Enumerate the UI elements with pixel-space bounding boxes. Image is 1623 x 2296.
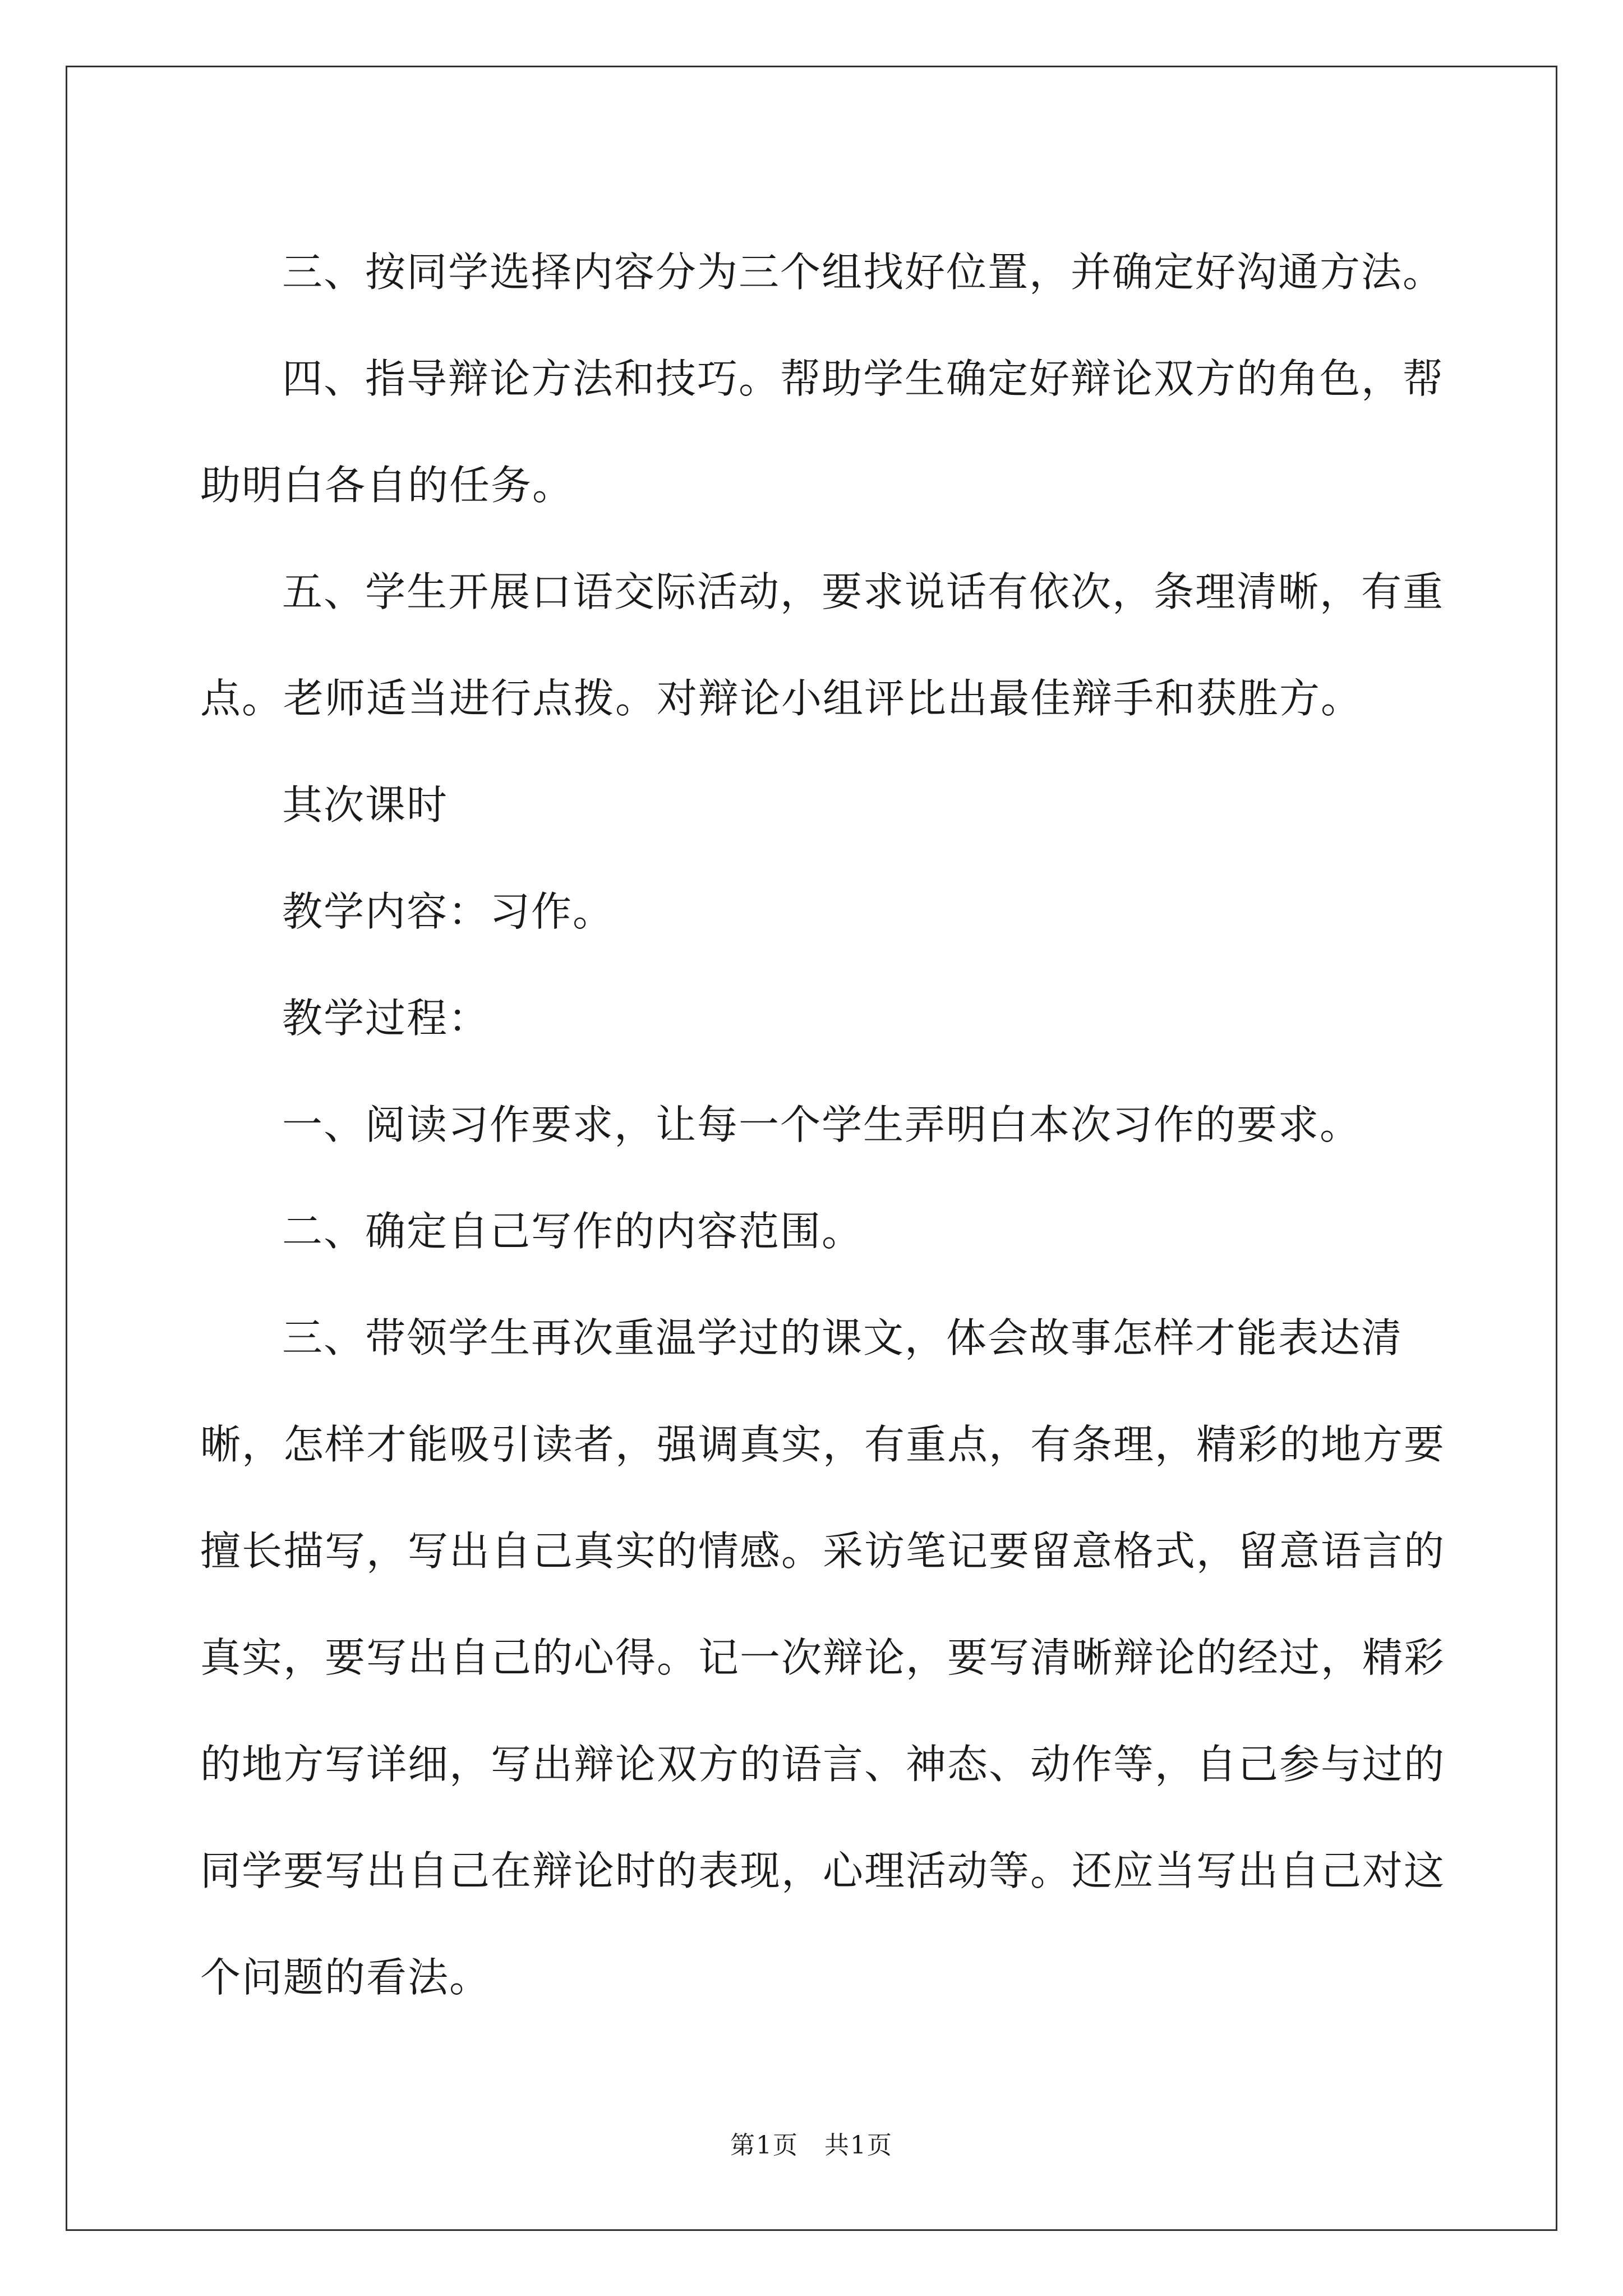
paragraph-step-two-scope: 二、确定自己写作的内容范围。	[282, 1208, 864, 1255]
document-body	[200, 219, 1456, 2031]
page-number-footer: 第1页 共1页	[730, 2131, 893, 2160]
section-heading-second-lesson: 其次课时	[282, 781, 449, 829]
paragraph-step-one-reading: 一、阅读习作要求，让每一个学生弄明白本次习作的要求。	[282, 1101, 1362, 1148]
paragraph-step-four-debate-guidance: 四、指导辩论方法和技巧。帮助学生确定好辩论双方的角色，帮助明白各自的任务。	[200, 355, 1445, 509]
paragraph-step-three-review: 三、带领学生再次重温学过的课文，体会故事怎样才能表达清晰，怎样才能吸引读者，强调真实，有重点，有条理，精彩的地方要擅长描写，写出自己真实的情感。采访笔记要留意格式，留意语言的真实，要写出自己的心得。记一次辩论，要写清晰辩论的经过，精彩的地方写详细，写出辩论双方的语言、神态、动作等，自己参与过的同学要写出自己在辩论时的表现，心理活动等。还应当写出自己对这个问题的看法。	[200, 1314, 1446, 2001]
paragraph-step-three-grouping: 三、按同学选择内容分为三个组找好位置，并确定好沟通方法。	[282, 249, 1445, 296]
teaching-process-label: 教学过程：	[282, 995, 490, 1042]
teaching-content-label: 教学内容：习作。	[282, 888, 615, 935]
paragraph-step-five-oral-activity: 五、学生开展口语交际活动，要求说话有依次，条理清晰，有重点。老师适当进行点拨。对辩论小组评比出最佳辩手和获胜方。	[200, 568, 1445, 722]
